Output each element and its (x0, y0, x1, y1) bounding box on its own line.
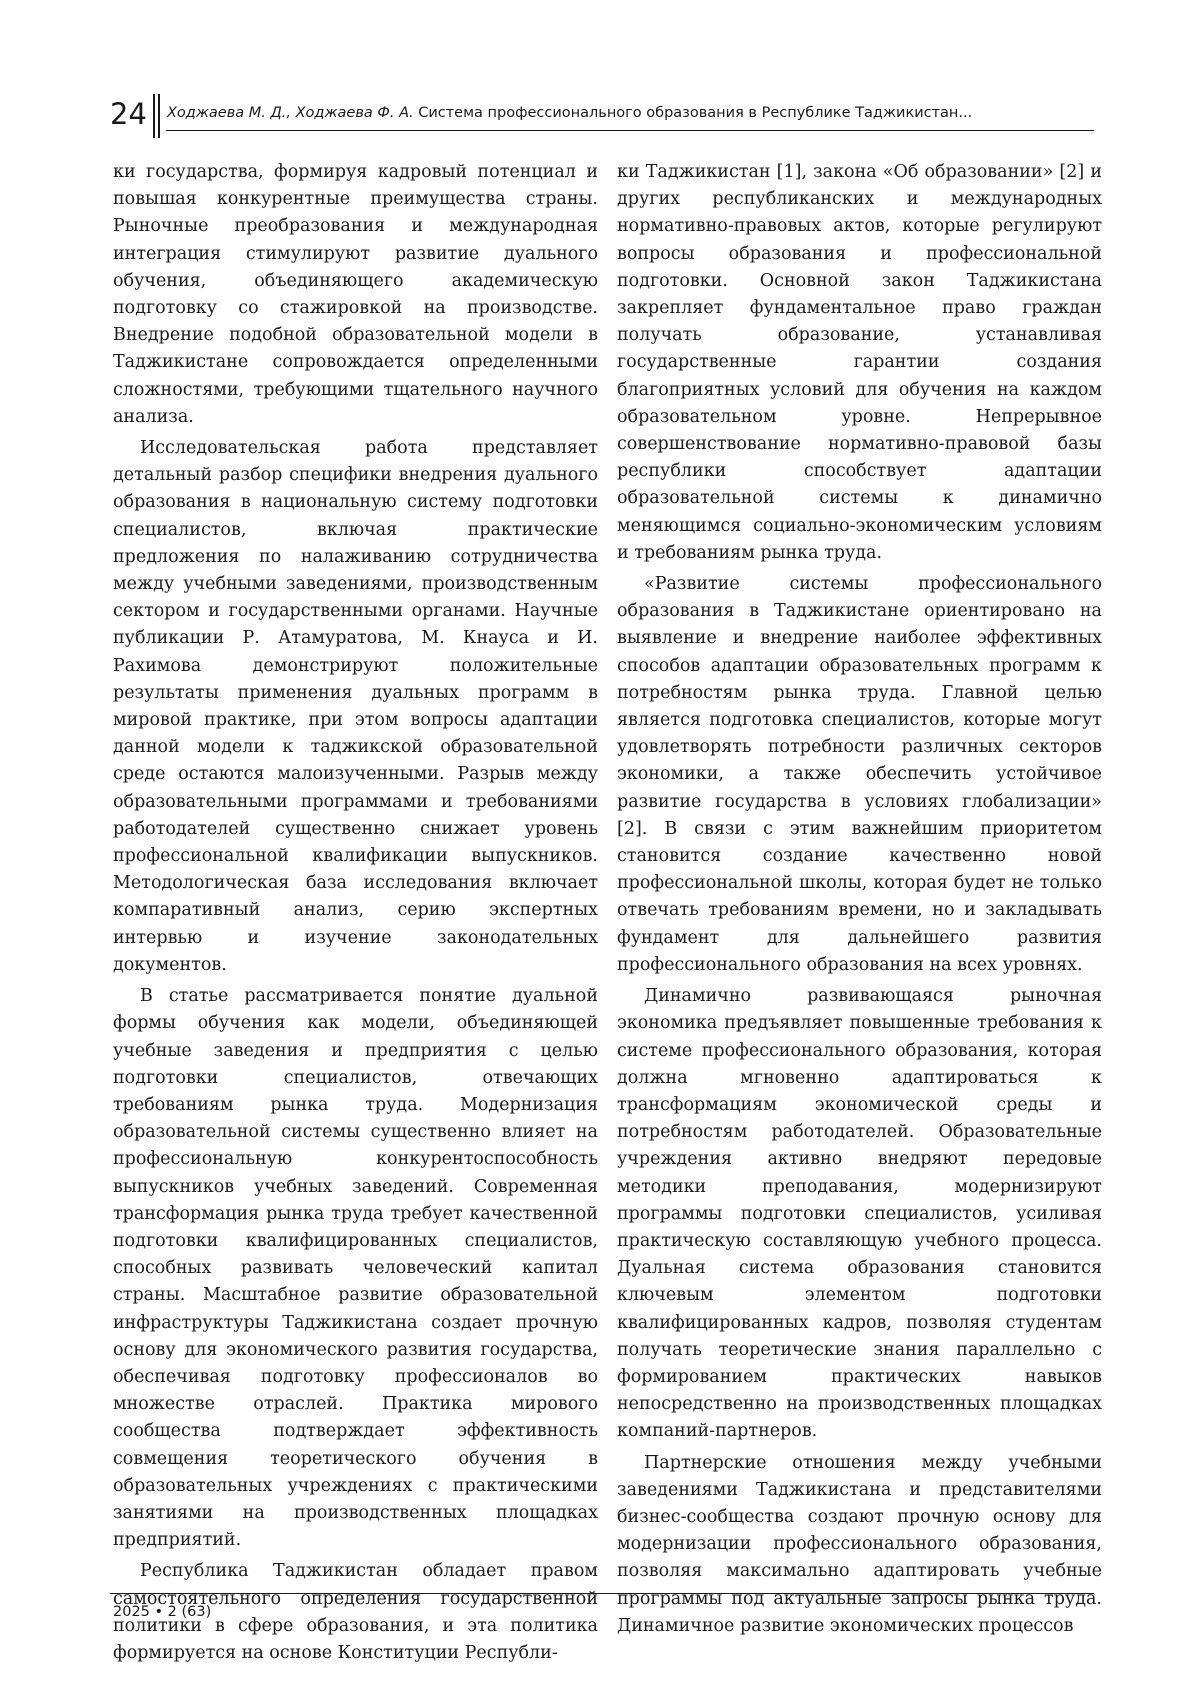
left-column (113, 159, 598, 1671)
paragraph: В статье рассматривается понятие дуальной формы обучения как модели, объединяющей учебные заведения и предприятия с целью подготовки специалистов, отвечающих требованиям рынка труда. Модернизация образовательной системы существенно влияет на профессиональную конкурентоспособность выпускников учебных заведений. Современная трансформация рынка труда требует качественной подготовки квалифицированных специалистов, способных развивать человеческий капитал страны. Масштабное развитие образовательной инфраструктуры Таджикистана создает прочную основу для экономического развития государства, обеспечивая подготовку профессионалов во множестве отраслей. Практика мирового сообщества подтверждает эффективность совмещения теоретического обучения в образовательных учреждениях с практическими занятиями на производственных площадках предприятий. (113, 986, 598, 1551)
paragraph: «Развитие системы профессионального образования в Таджикистане ориентировано на выявление и внедрение наиболее эффективных способов адаптации образовательных программ к потребностям рынка труда. Главной целью является подготовка специалистов, которые могут удовлетворять потребности различных секторов экономики, а также обеспечить устойчивое развитие государства в условиях глобализации» [2]. В связи с этим важнейшим приоритетом становится создание качественно новой профессиональной школы, которая будет не только отвечать требованиям времени, но и закладывать фундамент для дальнейшего развития профессионального образования на всех уровнях. (617, 574, 1102, 975)
paragraph: Республика Таджикистан обладает правом самостоятельного определения государственной политики в сфере образования, и эта политика формируется на основе Конституции Республи- (113, 1561, 598, 1663)
page-header (110, 94, 1094, 138)
paragraph: ки государства, формируя кадровый потенциал и повышая конкурентные преимущества страны. Рыночные преобразования и международная интеграция стимулируют развитие дуального обучения, объединяющего академическую подготовку со стажировкой на производстве. Внедрение подобной образовательной модели в Таджикистане сопровождается определенными сложностями, требующими тщательного научного анализа. (113, 162, 598, 427)
right-column (617, 159, 1102, 1644)
running-head-authors: Ходжаева М. Д., Ходжаева Ф. А. (167, 105, 414, 121)
running-head (167, 103, 972, 123)
issue-number: 2025 • 2 (63) (113, 1604, 212, 1620)
paragraph: Динамично развивающаяся рыночная экономика предъявляет повышенные требования к системе профессионального образования, которая должна мгновенно адаптироваться к трансформациям экономической среды и потребностям работодателей. Образовательные учреждения активно внедряют передовые методики преподавания, модернизируют программы подготовки специалистов, усиливая практическую составляющую учебного процесса. Дуальная система образования становится ключевым элементом подготовки квалифицированных кадров, позволяя студентам получать теоретические знания параллельно с формированием практических навыков непосредственно на производственных площадках компаний-партнеров. (617, 986, 1102, 1442)
page-number: 24 (110, 97, 147, 131)
footer-rule (110, 1593, 1094, 1594)
header-bar-left (153, 94, 155, 138)
paragraph: Исследовательская работа представляет детальный разбор специфики внедрения дуального образования в национальную систему подготовки специалистов, включая практические предложения по налаживанию сотрудничества между учебными заведениями, производственным сектором и государственными органами. Научные публикации Р. Атамуратова, М. Кнауса и И. Рахимова демонстрируют положительные результаты применения дуальных программ в мировой практике, при этом вопросы адаптации данной модели к таджикской образовательной среде остаются малоизученными. Разрыв между образовательными программами и требованиями работодателей существенно снижает уровень профессиональной квалификации выпускников. Методологическая база исследования включает компаративный анализ, серию экспертных интервью и изучение законодательных документов. (113, 438, 598, 975)
running-head-title: Система профессионального образования в Республике Таджикистан... (418, 105, 973, 121)
header-double-bar (153, 94, 160, 138)
paragraph: ки Таджикистан [1], закона «Об образовании» [2] и других республиканских и международных нормативно-правовых актов, которые регулируют вопросы образования и профессиональной подготовки. Основной закон Таджикистана закрепляет фундаментальное право граждан получать образование, устанавливая государственные гарантии создания благоприятных условий для обучения на каждом образовательном уровне. Непрерывное совершенствование нормативно-правовой базы республики способствует адаптации образовательной системы к динамично меняющимся социально-экономическим условиям и требованиям рынка труда. (617, 162, 1102, 563)
header-rule (166, 130, 1094, 131)
header-bar-right (158, 94, 160, 138)
paragraph: Партнерские отношения между учебными заведениями Таджикистана и представителями бизнес-сообщества создают прочную основу для модернизации профессионального образования, позволяя максимально адаптировать учебные программы под актуальные запросы рынка труда. Динамичное развитие экономических процессов (617, 1452, 1102, 1636)
